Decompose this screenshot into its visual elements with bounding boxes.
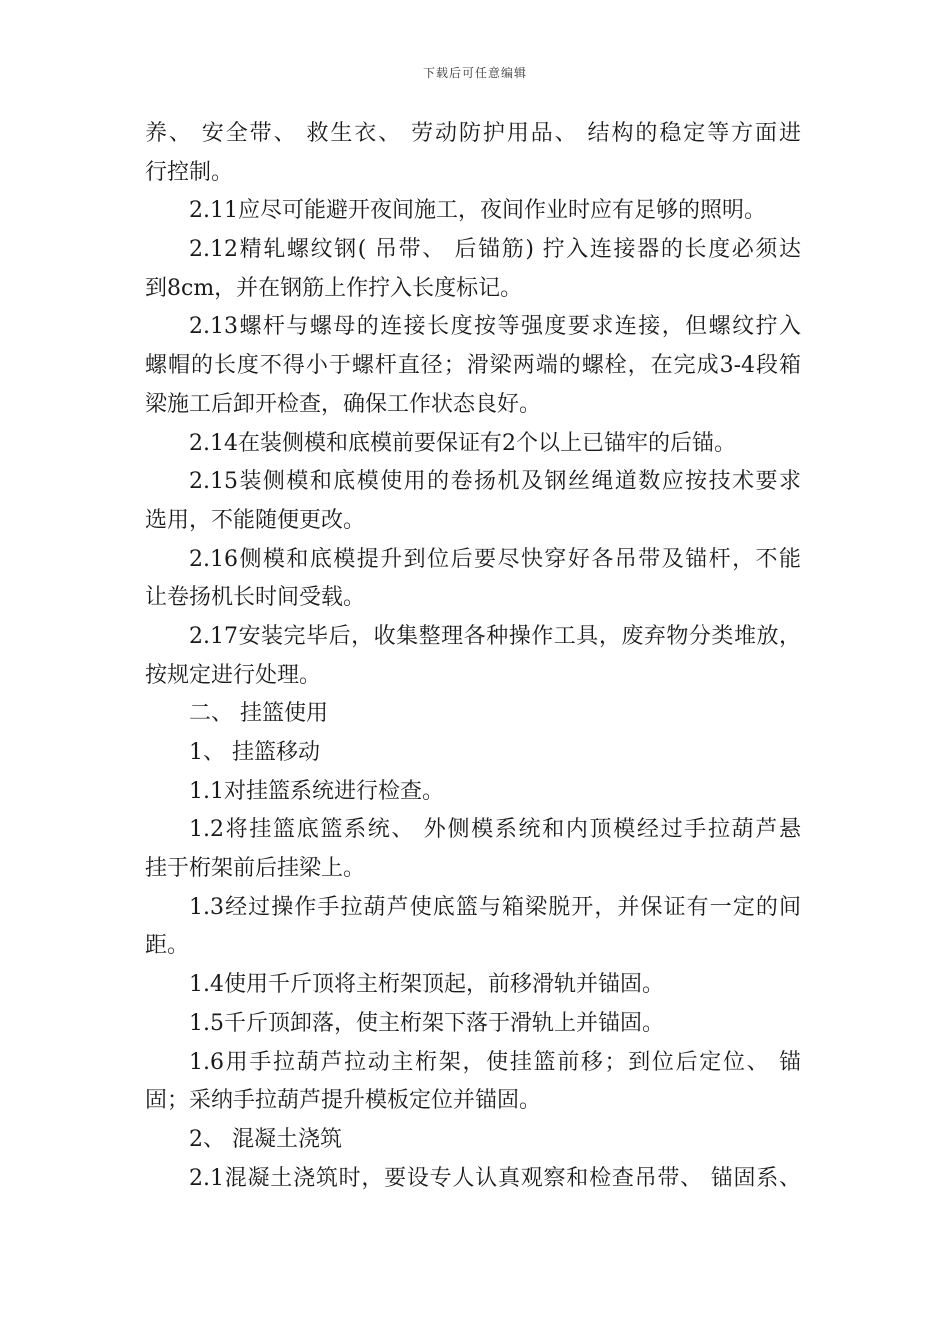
text-line: 按规定进行处理。 [145,662,322,688]
document-body [145,115,801,1198]
subsection-heading: 1、 挂篮移动 [189,740,320,765]
page-header: 下载后可任意编辑 [422,66,527,80]
text-line: 2.12精轧螺纹钢( 吊带、 后锚筋) 拧入连接器的长度必须达 [189,237,801,263]
text-line: 2.11应尽可能避开夜间施工，夜间作业时应有足够的照明。 [189,198,766,224]
text-line: 选用，不能随便更改。 [145,507,366,533]
text-line: 梁施工后卸开检查，确保工作状态良好。 [145,391,542,417]
text-line: 1.5千斤顶卸落，使主桁架下落于滑轨上并锚固。 [189,1010,664,1036]
text-line: 距。 [145,933,190,959]
text-line: 2.14在装侧模和底模前要保证有2个以上已锚牢的后锚。 [189,430,736,456]
text-line: 螺帽的长度不得小于螺杆直径；滑梁两端的螺栓，在完成3-4段箱 [145,353,801,379]
text-line: 2.15装侧模和底模使用的卷扬机及钢丝绳道数应按技术要求 [189,469,801,495]
text-line: 1.2将挂篮底篮系统、 外侧模系统和内顶模经过手拉葫芦悬 [189,817,801,843]
text-line: 让卷扬机长时间受载。 [145,585,366,611]
subsection-heading: 2、 混凝土浇筑 [189,1126,342,1152]
text-line: 2.17安装完毕后，收集整理各种操作工具，废弃物分类堆放， [189,623,801,649]
text-line: 1.3经过操作手拉葫芦使底篮与箱梁脱开，并保证有一定的间 [189,894,801,920]
text-line: 固；采纳手拉葫芦提升模板定位并锚固。 [145,1088,542,1114]
text-line: 1.4使用千斤顶将主桁架顶起，前移滑轨并锚固。 [189,972,664,998]
text-line: 1.1对挂篮系统进行检查。 [189,778,444,804]
text-line: 2.13螺杆与螺母的连接长度按等强度要求连接，但螺纹拧入 [189,314,801,340]
text-line: 到8cm，并在钢筋上作拧入长度标记。 [145,275,523,301]
section-heading: 二、 挂篮使用 [189,701,328,727]
text-line: 挂于桁架前后挂梁上。 [145,856,366,882]
text-line: 养、 安全带、 救生衣、 劳动防护用品、 结构的稳定等方面进 [145,121,801,146]
text-line: 1.6用手拉葫芦拉动主桁架，使挂篮前移；到位后定位、 锚 [189,1049,801,1075]
text-line: 行控制。 [145,159,234,185]
text-line: 2.1混凝土浇筑时，要设专人认真观察和检查吊带、 锚固系、 [189,1165,801,1191]
text-line: 2.16侧模和底模提升到位后要尽快穿好各吊带及锚杆，不能 [189,546,801,572]
